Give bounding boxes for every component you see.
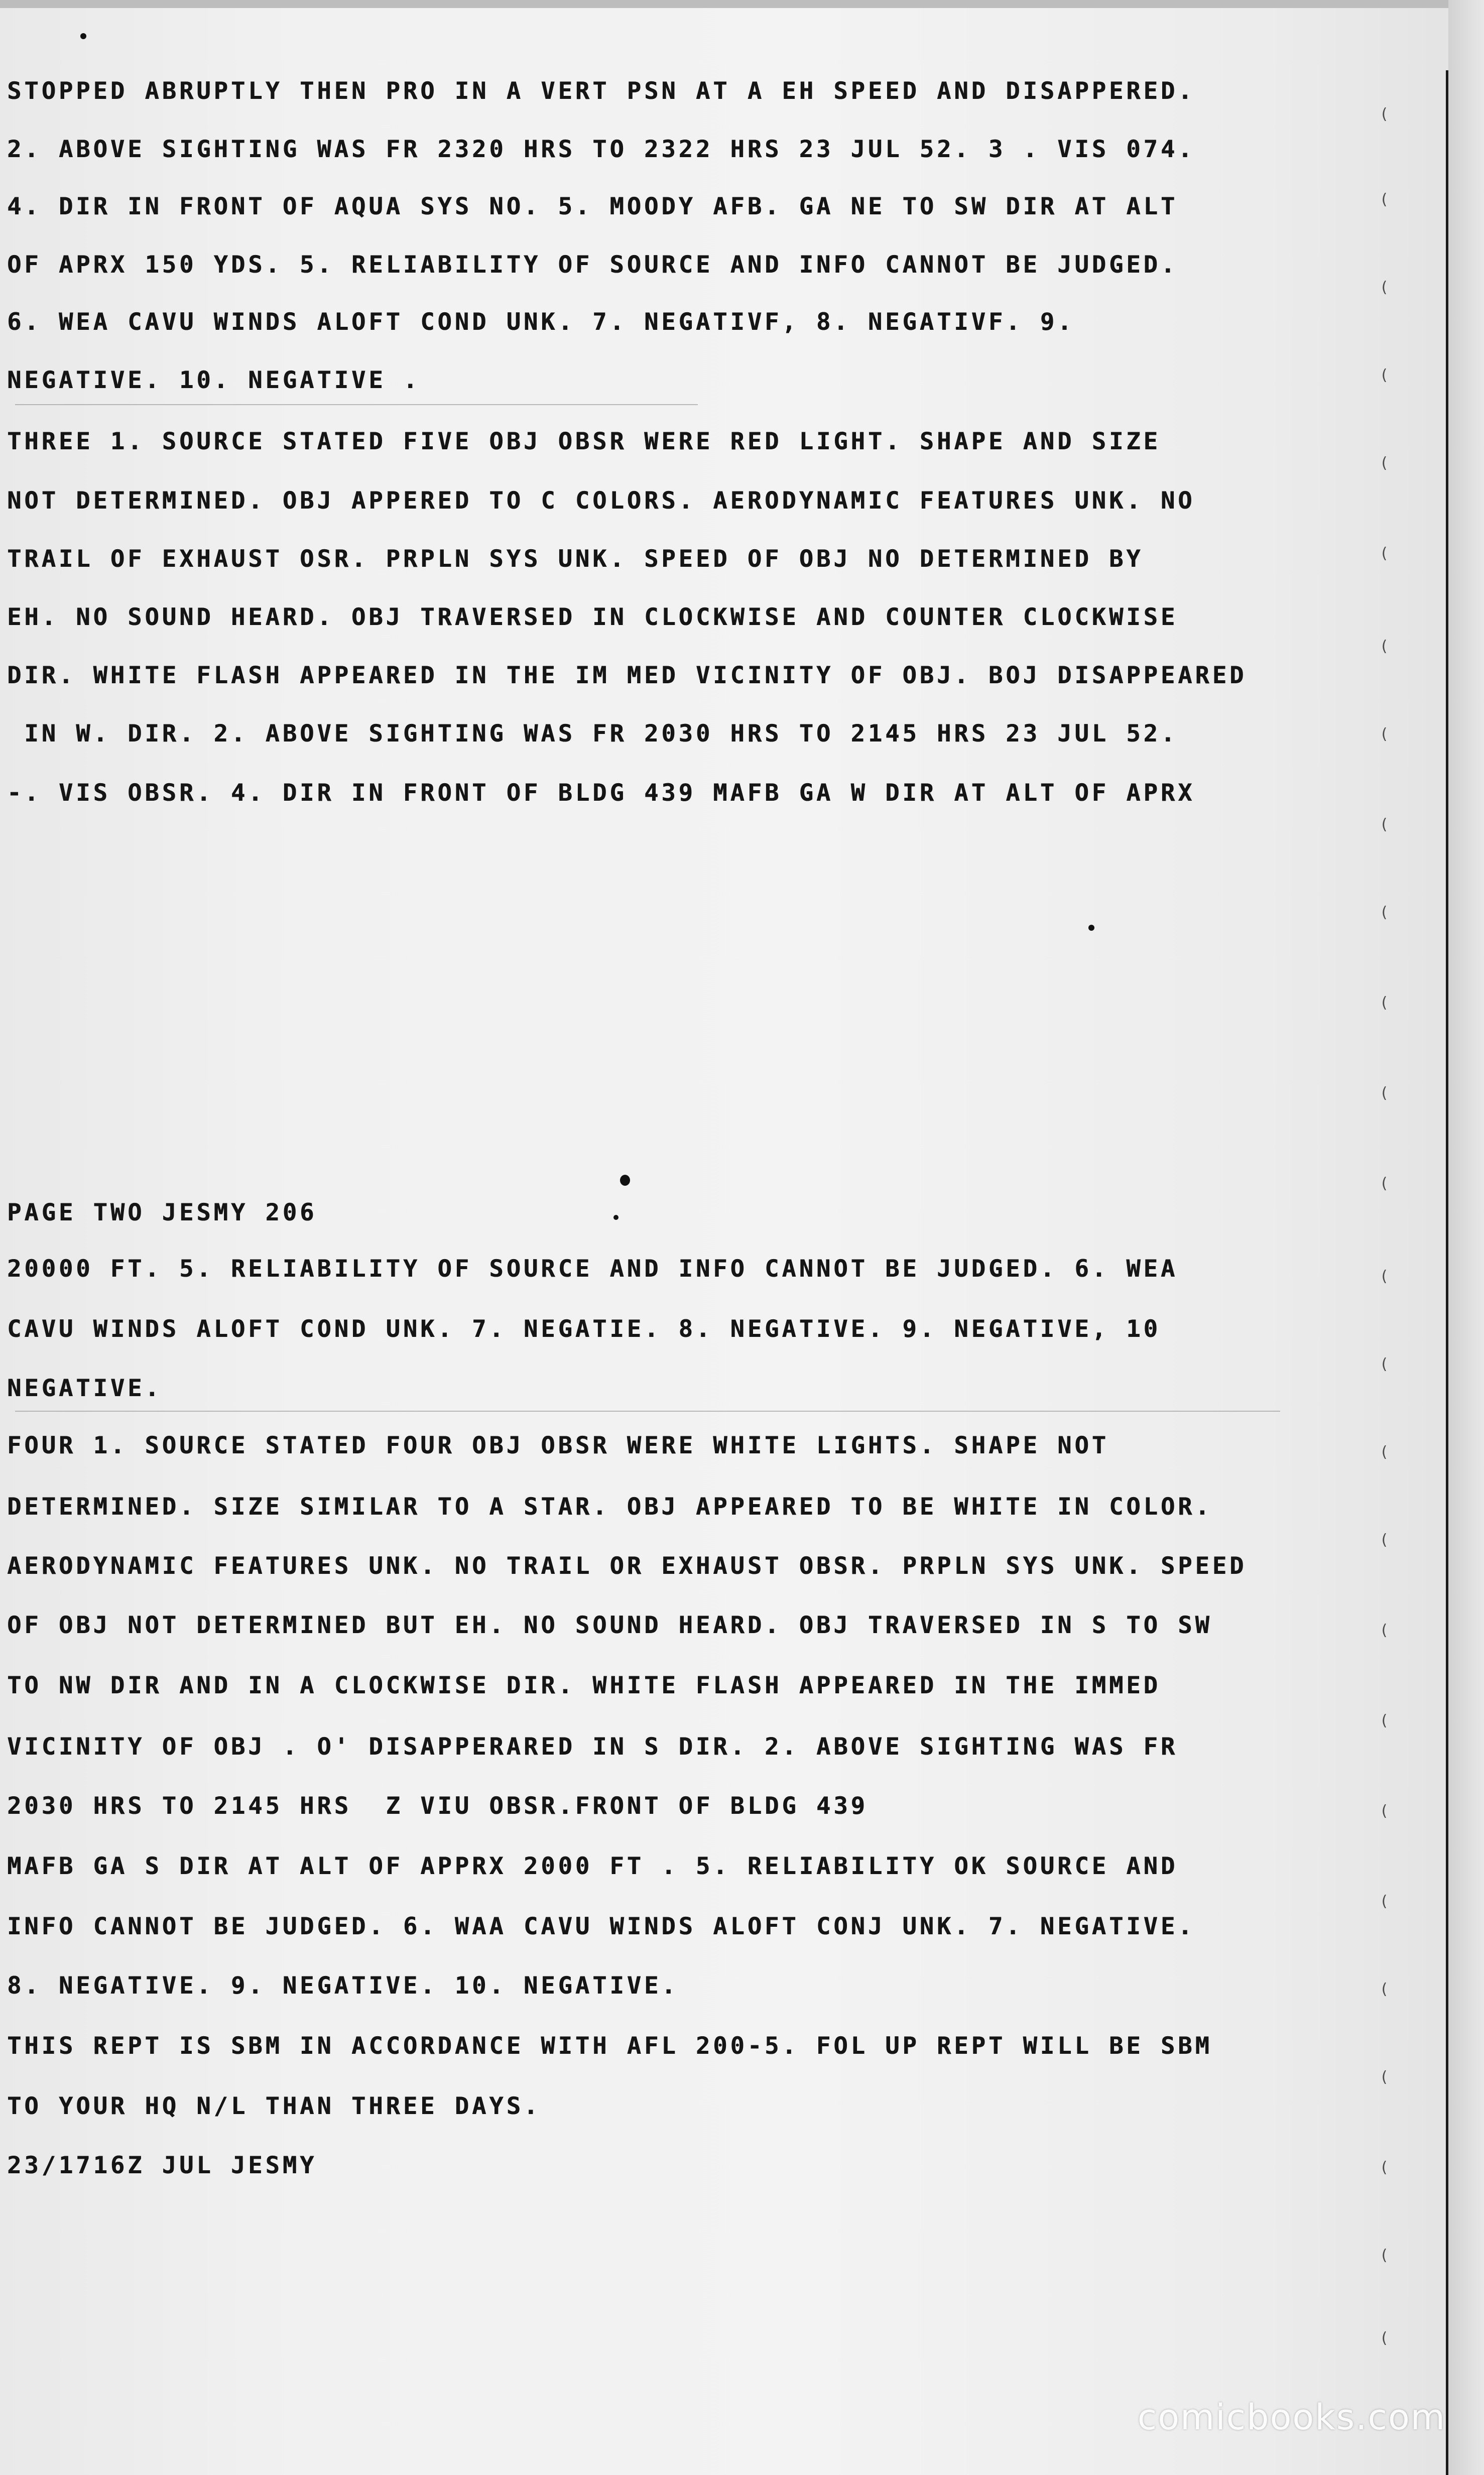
text-line: FOUR 1. SOURCE STATED FOUR OBJ OBSR WERE WHITE LIGHTS. SHAPE NOT (7, 1432, 1109, 1459)
text-line: NOT DETERMINED. OBJ APPERED TO C COLORS. AERODYNAMIC FEATURES UNK. NO (7, 487, 1195, 515)
margin-mark: ( (1380, 816, 1389, 833)
text-line: TO YOUR HQ N/L THAN THREE DAYS. (7, 2092, 541, 2120)
right-margin-shadow (1448, 0, 1484, 2475)
text-line: TO NW DIR AND IN A CLOCKWISE DIR. WHITE FLASH APPEARED IN THE IMMED (7, 1672, 1161, 1699)
text-line: EH. NO SOUND HEARD. OBJ TRAVERSED IN CLOCKWISE AND COUNTER CLOCKWISE (7, 603, 1178, 631)
text-line: 2030 HRS TO 2145 HRS Z VIU OBSR.FRONT OF BLDG 439 (7, 1792, 868, 1820)
watermark: comicbooks.com (1137, 2397, 1446, 2438)
margin-mark: ( (1380, 994, 1389, 1012)
text-line: 8. NEGATIVE. 9. NEGATIVE. 10. NEGATIVE. (7, 1972, 679, 2000)
page-top-edge (0, 0, 1484, 8)
margin-mark: ( (1380, 1355, 1389, 1373)
margin-mark: ( (1380, 725, 1389, 743)
ink-speck (1088, 925, 1094, 931)
page-header: PAGE TWO JESMY 206 (7, 1199, 317, 1226)
text-line: CAVU WINDS ALOFT COND UNK. 7. NEGATIE. 8. NEGATIVE. 9. NEGATIVE, 10 (7, 1315, 1161, 1343)
text-line: DETERMINED. SIZE SIMILAR TO A STAR. OBJ APPEARED TO BE WHITE IN COLOR. (7, 1493, 1212, 1521)
text-line: -. VIS OBSR. 4. DIR IN FRONT OF BLDG 439 MAFB GA W DIR AT ALT OF APRX (7, 779, 1195, 807)
margin-mark: ( (1380, 1175, 1389, 1192)
margin-mark: ( (1380, 2068, 1389, 2086)
ink-speck (80, 33, 86, 39)
right-border-line (1446, 70, 1448, 2475)
text-line: DIR. WHITE FLASH APPEARED IN THE IM MED VICINITY OF OBJ. BOJ DISAPPEARED (7, 662, 1247, 689)
margin-mark: ( (1380, 545, 1389, 562)
text-line: 20000 FT. 5. RELIABILITY OF SOURCE AND INFO CANNOT BE JUDGED. 6. WEA (7, 1255, 1178, 1283)
margin-mark: ( (1380, 638, 1389, 655)
margin-mark: ( (1380, 1268, 1389, 1285)
text-line: NEGATIVE. (7, 1375, 162, 1402)
text-line: TRAIL OF EXHAUST OSR. PRPLN SYS UNK. SPEED OF OBJ NO DETERMINED BY (7, 545, 1144, 573)
text-line: AERODYNAMIC FEATURES UNK. NO TRAIL OR EXHAUST OBSR. PRPLN SYS UNK. SPEED (7, 1552, 1247, 1580)
margin-mark: ( (1380, 279, 1389, 296)
text-line: THIS REPT IS SBM IN ACCORDANCE WITH AFL 200-5. FOL UP REPT WILL BE SBM (7, 2032, 1212, 2060)
margin-mark: ( (1380, 191, 1389, 208)
text-line: 4. DIR IN FRONT OF AQUA SYS NO. 5. MOODY AFB. GA NE TO SW DIR AT ALT (7, 193, 1178, 220)
text-line: OF OBJ NOT DETERMINED BUT EH. NO SOUND HEARD. OBJ TRAVERSED IN S TO SW (7, 1612, 1212, 1639)
text-line: OF APRX 150 YDS. 5. RELIABILITY OF SOURCE AND INFO CANNOT BE JUDGED. (7, 251, 1178, 279)
margin-mark: ( (1380, 2247, 1389, 2264)
text-line: NEGATIVE. 10. NEGATIVE . (7, 366, 421, 394)
ink-speck (613, 1215, 619, 1220)
text-line: 6. WEA CAVU WINDS ALOFT COND UNK. 7. NEGATIVF, 8. NEGATIVF. 9. (7, 308, 1075, 336)
margin-mark: ( (1380, 904, 1389, 921)
ink-speck (620, 1175, 630, 1186)
text-line: VICINITY OF OBJ . O' DISAPPERARED IN S DIR. 2. ABOVE SIGHTING WAS FR (7, 1733, 1178, 1761)
text-line: THREE 1. SOURCE STATED FIVE OBJ OBSR WERE RED LIGHT. SHAPE AND SIZE (7, 428, 1161, 455)
margin-mark: ( (1380, 1084, 1389, 1102)
separator-rule (15, 1411, 1280, 1412)
text-line: STOPPED ABRUPTLY THEN PRO IN A VERT PSN AT A EH SPEED AND DISAPPERED. (7, 77, 1195, 105)
margin-mark: ( (1380, 2329, 1389, 2347)
margin-mark: ( (1380, 1712, 1389, 1729)
margin-mark: ( (1380, 1531, 1389, 1549)
margin-mark: ( (1380, 1893, 1389, 1910)
text-line: MAFB GA S DIR AT ALT OF APPRX 2000 FT . 5. RELIABILITY OK SOURCE AND (7, 1852, 1178, 1880)
margin-mark: ( (1380, 454, 1389, 472)
margin-mark: ( (1380, 366, 1389, 384)
text-line: 23/1716Z JUL JESMY (7, 2152, 317, 2179)
margin-mark: ( (1380, 2159, 1389, 2176)
text-line: INFO CANNOT BE JUDGED. 6. WAA CAVU WINDS ALOFT CONJ UNK. 7. NEGATIVE. (7, 1913, 1195, 1940)
text-line: IN W. DIR. 2. ABOVE SIGHTING WAS FR 2030 HRS TO 2145 HRS 23 JUL 52. (7, 720, 1178, 748)
margin-mark: ( (1380, 1443, 1389, 1461)
margin-mark: ( (1380, 1802, 1389, 1820)
margin-mark: ( (1380, 1622, 1389, 1639)
margin-mark: ( (1380, 1981, 1389, 1998)
margin-mark: ( (1380, 105, 1389, 123)
text-line: 2. ABOVE SIGHTING WAS FR 2320 HRS TO 2322 HRS 23 JUL 52. 3 . VIS 074. (7, 136, 1195, 163)
